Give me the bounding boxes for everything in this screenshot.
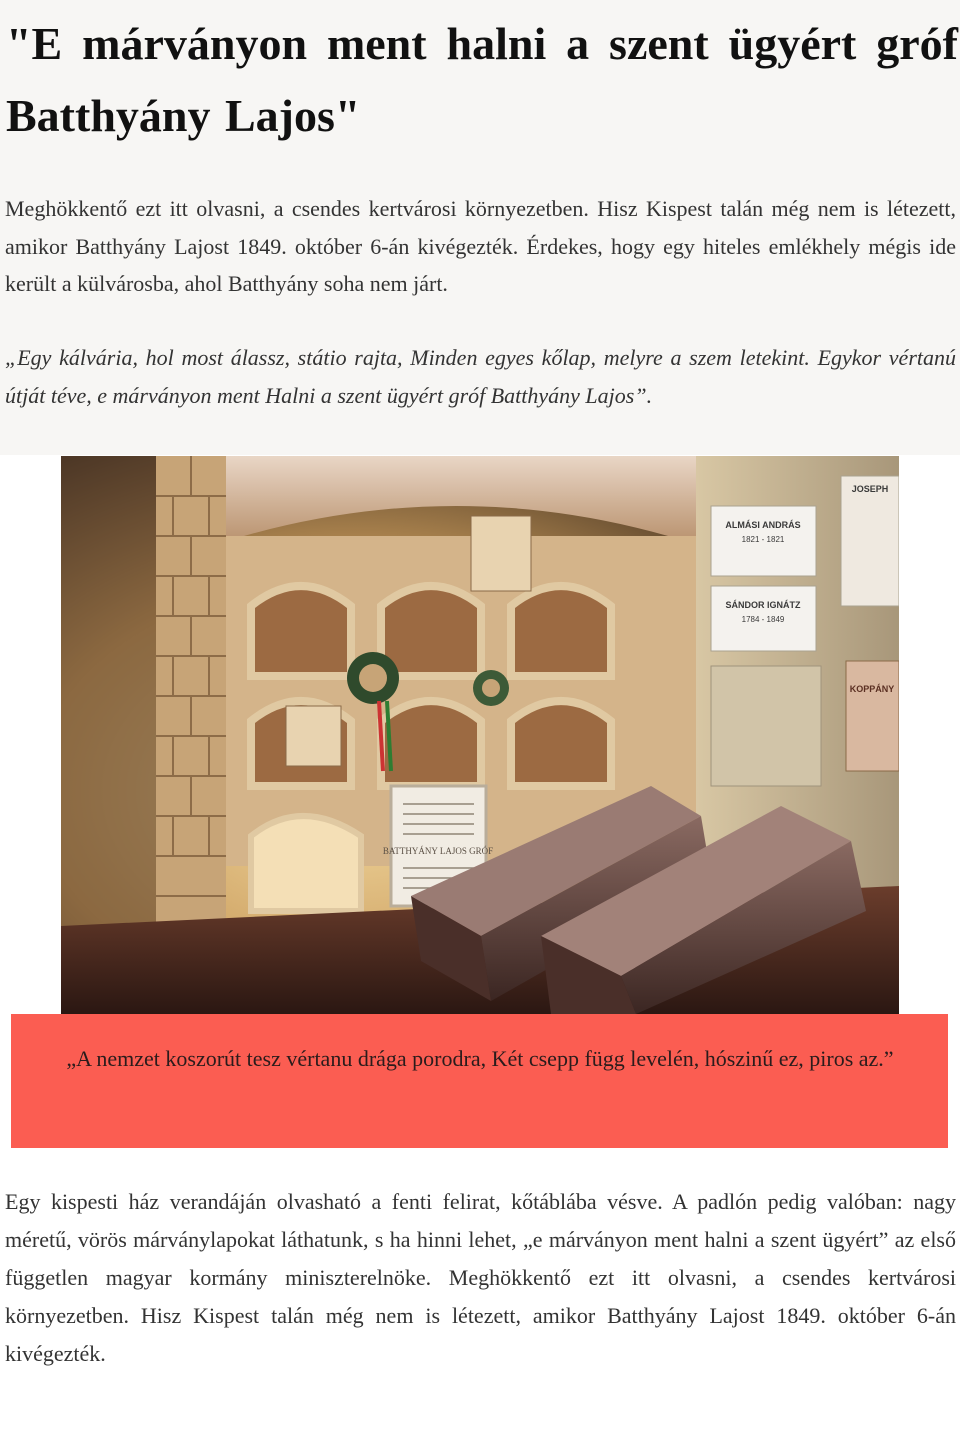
plaque-2-name: SÁNDOR IGNÁTZ (725, 600, 801, 610)
crypt-illustration (61, 456, 899, 1014)
plaque-2-years: 1784 - 1849 (741, 615, 785, 624)
tomb-inscription: BATTHYÁNY LAJOS GRÓF (382, 846, 494, 856)
plaque-1-years: 1821 - 1821 (741, 535, 785, 544)
caption-quote: „A nemzet koszorút tesz vértanu drága porodra, Két csepp függ levelén, hószinű ez, piros az.” (66, 1046, 894, 1071)
caption-box (11, 1014, 948, 1148)
plaque-1-name: ALMÁSI ANDRÁS (725, 520, 801, 530)
crypt-photo (61, 456, 899, 1014)
plaque-4-name: KOPPÁNY (849, 684, 895, 694)
quote-paragraph: „Egy kálvária, hol most álassz, státio rajta, Minden egyes kőlap, melyre a szem letekint. Egykor vértanú útját téve, e márványon ment Halni a szent ügyért gróf Batthyány Lajos”. (5, 345, 956, 408)
body-paragraph: Egy kispesti ház verandáján olvasható a fenti felirat, kőtáblába vésve. A padlón pedig valóban: nagy méretű, vörös márványlapokat láthatunk, s ha hinni lehet, „e márványon ment halni a szent ügyért” az első független magyar kormány miniszterelnöke. Meghökkentő ezt itt olvasni, a csendes kertvárosi környezetben. Hisz Kispest talán még nem is létezett, amikor Batthyány Lajost 1849. október 6-án kivégezték. (5, 1189, 956, 1366)
intro-paragraph: Meghökkentő ezt itt olvasni, a csendes kertvárosi környezetben. Hisz Kispest talán még nem is létezett, amikor Batthyány Lajost 1849. október 6-án kivégezték. Érdekes, hogy egy hiteles emlékhely mégis ide került a külvárosba, ahol Batthyány soha nem járt. (5, 196, 956, 296)
plaque-3-name: JOSEPH (851, 484, 889, 494)
article-title: "E márványon ment halni a szent ügyért gróf Batthyány Lajos" (6, 18, 958, 141)
